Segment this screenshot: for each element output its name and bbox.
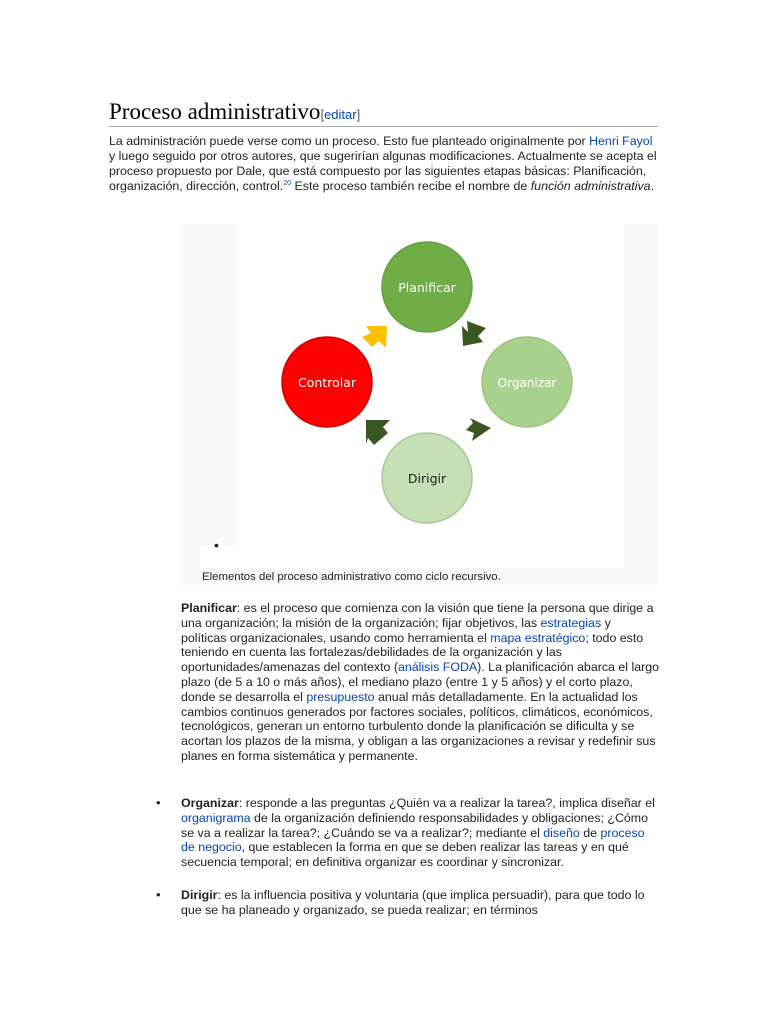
reference-20[interactable]: 20	[283, 179, 292, 187]
link-analisis-foda[interactable]: análisis FODA	[397, 660, 478, 675]
section-heading	[109, 98, 658, 127]
planificar-text-4: ). La planificación abarca el largo plazo (de 5 a 10 o más años), el mediano plazo (entre 1 y 5 años) y el corto plazo, donde se desarrolla el	[181, 660, 660, 704]
node-planificar-label: Planificar	[398, 280, 456, 295]
link-proceso-de-negocio[interactable]: proceso de negocio	[181, 825, 645, 855]
link-organigrama[interactable]: organigrama	[181, 810, 251, 825]
list-item-dirigir	[156, 886, 659, 918]
intro-italic-term: función administrativa	[530, 179, 651, 193]
term-dirigir: Dirigir	[181, 887, 218, 902]
figure-thumbnail	[180, 224, 658, 585]
dirigir-text-1: : es la influencia positiva y voluntaria (que implica persuadir), para que todo lo que se ha planeado y organizado, se pueda realizar; en términos	[181, 887, 645, 917]
intro-text-4: .	[650, 179, 655, 193]
link-diseno[interactable]: diseño	[543, 825, 580, 840]
intro-text-1: La administración puede verse como un proceso. Esto fue planteado originalmente por	[109, 134, 590, 148]
arrow-organizar-to-dirigir	[466, 418, 491, 441]
planificar-paragraph	[181, 601, 659, 764]
figure-caption: Elementos del proceso administrativo como ciclo recursivo.	[202, 571, 501, 583]
edit-section-link[interactable]: editar	[324, 107, 357, 122]
link-henri-fayol[interactable]: Henri Fayol	[589, 134, 653, 148]
arrow-controlar-to-planificar	[362, 326, 387, 348]
intro-text-2: y luego seguido por otros autores, que sugerirían algunas modificaciones. Actualmente se acepta el proceso propuesto por Dale, que está compuesto por las siguientes etapas básicas: Planificación, organización, dirección, control.	[109, 149, 657, 193]
link-estrategias[interactable]: estrategias	[540, 615, 602, 630]
edit-bracket-close: ]	[356, 107, 361, 122]
planificar-text-2: y políticas organizacionales, usando como herramienta el	[181, 615, 611, 645]
edit-section-link-wrapper	[320, 107, 360, 122]
term-organizar: Organizar	[181, 796, 239, 810]
figure-bullet: •	[214, 537, 219, 553]
planificar-text-3: ; todo esto teniendo en cuenta las fortalezas/debilidades de la organización y las oportunidades/amenazas del contexto (	[181, 630, 644, 675]
list-bullet: •	[156, 795, 161, 810]
section-title: Proceso administrativo	[109, 99, 321, 124]
node-organizar-label: Organizar	[497, 376, 557, 390]
organizar-text-4: , que establecen la forma en que se deben realizar las tareas y en qué secuencia temporal; en definitiva organizar es coordinar y sincronizar.	[181, 840, 629, 870]
link-presupuesto[interactable]: presupuesto	[306, 689, 375, 704]
list-bullet: •	[156, 886, 161, 902]
arrow-dirigir-to-controlar	[366, 420, 390, 445]
organizar-text-1: : responde a las preguntas ¿Quién va a realizar la tarea?, implica diseñar el	[238, 796, 655, 810]
planificar-text-1: : es el proceso que comienza con la visión que tiene la persona que dirige a una organización; la misión de la organización; fijar objetivos, las	[181, 601, 654, 630]
organizar-text-3: de	[579, 825, 601, 840]
term-planificar: Planificar	[181, 601, 237, 615]
arrow-planificar-to-organizar	[462, 321, 486, 346]
link-mapa-estrategico[interactable]: mapa estratégico	[490, 630, 586, 645]
edit-bracket-open: [	[320, 107, 325, 122]
process-steps-list	[156, 795, 659, 936]
intro-text-3: Este proceso también recibe el nombre de	[291, 179, 531, 193]
list-item-organizar	[156, 795, 659, 870]
intro-paragraph	[109, 134, 657, 194]
process-cycle-diagram[interactable]	[180, 224, 658, 554]
node-dirigir-label: Dirigir	[407, 471, 447, 486]
planificar-text-5: anual más detalladamente. En la actualidad los cambios continuos generados por factores sociales, políticos, climáticos, económicos, tecnológicos, generan un entorno turbulento donde la planificación se dificulta y se acortan los plazos de la misma, y obligan a las organizaciones a revisar y redefinir sus planes en forma sistemática y permanente.	[181, 689, 656, 763]
node-controlar-label: Controlar	[298, 375, 356, 390]
organizar-text-2: de la organización definiendo responsabilidades y obligaciones; ¿Cómo se va a realizar la tarea?; ¿Cuándo se va a realizar?; mediante el	[181, 810, 649, 840]
